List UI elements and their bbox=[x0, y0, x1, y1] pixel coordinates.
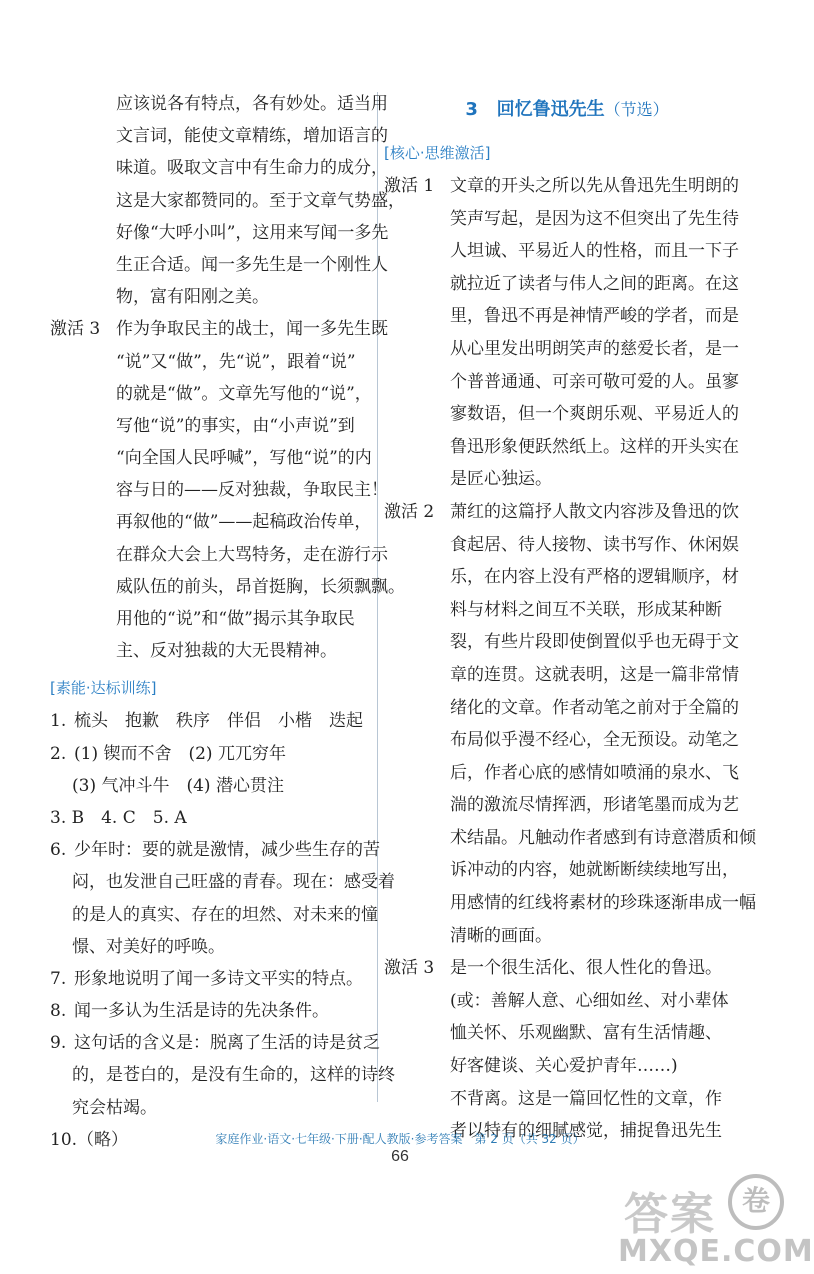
right-column bbox=[384, 88, 756, 1148]
answer-text: 憬、对美好的呼唤。 bbox=[72, 936, 225, 957]
text-line: 诉冲动的内容，她就断断续续地写出， bbox=[450, 860, 739, 881]
text-line: 味道。吸取文言中有生命力的成分， bbox=[116, 158, 388, 179]
answer-text: 闻一多认为生活是诗的先决条件。 bbox=[74, 1001, 329, 1022]
answer-text: 形象地说明了闻一多诗文平实的特点。 bbox=[74, 968, 363, 989]
text-line: 用感情的红线将素材的珍珠逐渐串成一幅 bbox=[450, 893, 756, 914]
text-line: 是一个很生活化、很人性化的鲁迅。 bbox=[450, 958, 722, 979]
article-name: 回忆鲁迅先生 bbox=[496, 99, 605, 120]
continued-answer bbox=[50, 88, 405, 313]
text-line: 人坦诚、平易近人的性格，而且一下子 bbox=[450, 241, 739, 262]
watermark-url: MXQE.COM bbox=[618, 1234, 814, 1269]
question-number: 8. bbox=[50, 1001, 67, 1022]
text-line: 湍的激流尽情挥洒，形诸笔墨而成为艺 bbox=[450, 795, 739, 816]
text-line: 不背离。这是一篇回忆性的文章，作 bbox=[450, 1088, 722, 1109]
question-number: 9. bbox=[50, 1033, 67, 1054]
text-line: 个普普通通、可亲可敬可爱的人。虽寥 bbox=[450, 371, 739, 392]
text-line: 笑声写起，是因为这不但突出了先生待 bbox=[450, 208, 739, 229]
answer-text: (3) 气冲斗牛 (4) 潜心贯注 bbox=[72, 775, 284, 796]
activation-label: 激活 3 bbox=[384, 958, 435, 979]
activation-label: 激活 3 bbox=[50, 319, 101, 340]
text-line: 后，作者心底的感情如喷涌的泉水、飞 bbox=[450, 762, 739, 783]
activation-3-block bbox=[50, 313, 405, 667]
text-line: 文言词，能使文章精练，增加语言的 bbox=[116, 126, 388, 147]
text-line: (或：善解人意、心细如丝、对小辈体 bbox=[450, 990, 729, 1011]
text-line: 绪化的文章。作者动笔之前对于全篇的 bbox=[450, 697, 739, 718]
text-line: 容与日的——反对独裁，争取民主！ bbox=[116, 480, 388, 501]
question-number: 2. bbox=[50, 743, 67, 764]
text-line: 应该说各有特点，各有妙处。适当用 bbox=[116, 94, 388, 114]
text-line: 再叙他的“做”——起稿政治传单， bbox=[116, 512, 372, 533]
text-line: 布局似乎漫不经心，全无预设。动笔之 bbox=[450, 730, 739, 751]
text-line: 从心里发出明朗笑声的慈爱长者，是一 bbox=[450, 338, 739, 359]
text-line: 主、反对独裁的大无畏精神。 bbox=[116, 641, 337, 662]
text-line: 裂，有些片段即使倒置似乎也无碍于文 bbox=[450, 632, 739, 653]
question-number: 7. bbox=[50, 968, 67, 989]
article-title bbox=[384, 88, 714, 132]
watermark-seal-icon: 卷 bbox=[728, 1174, 784, 1230]
question-number: 1. bbox=[50, 711, 67, 732]
text-line: 作为争取民主的战士，闻一多先生既 bbox=[116, 319, 388, 340]
text-line: 在群众大会上大骂特务，走在游行示 bbox=[116, 544, 388, 565]
answer-text: 这句话的含义是：脱离了生活的诗是贫乏 bbox=[74, 1033, 380, 1054]
answer-text: 闷，也发泄自己旺盛的青春。现在：感受着 bbox=[72, 872, 395, 893]
activation-label: 激活 2 bbox=[384, 501, 435, 522]
text-line: 这是大家都赞同的。至于文章气势盛， bbox=[116, 190, 405, 211]
text-line: 食起居、待人接物、读书写作、休闲娱 bbox=[450, 534, 739, 555]
text-line: 好客健谈、关心爱护青年……) bbox=[450, 1056, 678, 1077]
text-line: 萧红的这篇抒人散文内容涉及鲁迅的饮 bbox=[450, 501, 739, 522]
activation-3-block bbox=[384, 952, 729, 1148]
text-line: 恤关怀、乐观幽默、富有生活情趣、 bbox=[450, 1023, 722, 1044]
text-line: 写他“说”的事实，由“小声说”到 bbox=[116, 415, 355, 436]
text-line: 料与材料之间互不关联，形成某种断 bbox=[450, 599, 722, 620]
activation-label: 激活 1 bbox=[384, 176, 435, 196]
text-line: 章的连贯。这就表明，这是一篇非常情 bbox=[450, 664, 739, 685]
text-line: 用他的“说”和“做”揭示其争取民 bbox=[116, 609, 355, 629]
text-line: 鲁迅形象便跃然纸上。这样的开头实在 bbox=[450, 436, 739, 457]
text-line: 的就是“做”。文章先写他的“说”， bbox=[116, 383, 372, 404]
answer-text: 的是人的真实、存在的坦然、对未来的憧 bbox=[72, 904, 378, 925]
text-line: 生正合适。闻一多先生是一个刚性人 bbox=[116, 254, 388, 275]
text-line: 好像“大呼小叫”，这用来写闻一多先 bbox=[116, 222, 389, 243]
page-number: 66 bbox=[391, 1148, 409, 1165]
answer-text: 3. B 4. C 5. A bbox=[50, 807, 187, 828]
text-line: 就拉近了读者与伟人之间的距离。在这 bbox=[450, 273, 739, 294]
text-line: 者以特有的细腻感觉，捕捉鲁迅先生 bbox=[450, 1121, 722, 1142]
article-number: 3 bbox=[465, 99, 478, 120]
text-line: 是匠心独运。 bbox=[450, 469, 552, 490]
article-subtitle: （节选） bbox=[604, 100, 669, 119]
text-line: “向全国人民呼喊”，写他“说”的内 bbox=[116, 448, 372, 469]
text-line: 寥数语，但一个爽朗乐观、平易近人的 bbox=[450, 404, 739, 425]
answers-list bbox=[50, 705, 395, 1156]
watermark-logo bbox=[560, 1170, 814, 1274]
footer-caption: 家庭作业·语文·七年级·下册·配人教版·参考答案 第 2 页（共 32 页） bbox=[215, 1132, 585, 1146]
answer-text: 少年时：要的就是激情，减少些生存的苦 bbox=[74, 840, 380, 861]
activation-2-block bbox=[384, 496, 756, 952]
text-line: 乐，在内容上没有严格的逻辑顺序，材 bbox=[450, 567, 739, 588]
section-heading-core: [核心·思维激活] bbox=[384, 144, 491, 162]
answer-text: 究会枯竭。 bbox=[72, 1097, 157, 1118]
activation-1-block bbox=[384, 170, 739, 496]
answer-text: (1) 锲而不舍 (2) 兀兀穷年 bbox=[74, 743, 286, 764]
text-line: 术结晶。凡触动作者感到有诗意潜质和倾 bbox=[450, 827, 756, 848]
text-line: 物，富有阳刚之美。 bbox=[116, 287, 269, 308]
question-number: 6. bbox=[50, 840, 67, 861]
text-line: 威队伍的前头，昂首挺胸，长须飘飘。 bbox=[116, 576, 405, 597]
text-line: “说”又“做”，先“说”，跟着“说” bbox=[116, 351, 356, 372]
text-line: 文章的开头之所以先从鲁迅先生明朗的 bbox=[450, 176, 739, 196]
section-heading-training: [素能·达标训练] bbox=[50, 679, 157, 698]
answer-text: 的，是苍白的，是没有生命的，这样的诗终 bbox=[72, 1065, 395, 1086]
text-line: 里，鲁迅不再是神情严峻的学者，而是 bbox=[450, 306, 739, 327]
watermark-text: 答案 bbox=[624, 1189, 716, 1240]
answer-text: 10.（略） bbox=[50, 1129, 129, 1150]
text-line: 清晰的画面。 bbox=[450, 925, 552, 946]
answer-text: 梳头 抱歉 秩序 伴侣 小楷 迭起 bbox=[74, 711, 363, 732]
